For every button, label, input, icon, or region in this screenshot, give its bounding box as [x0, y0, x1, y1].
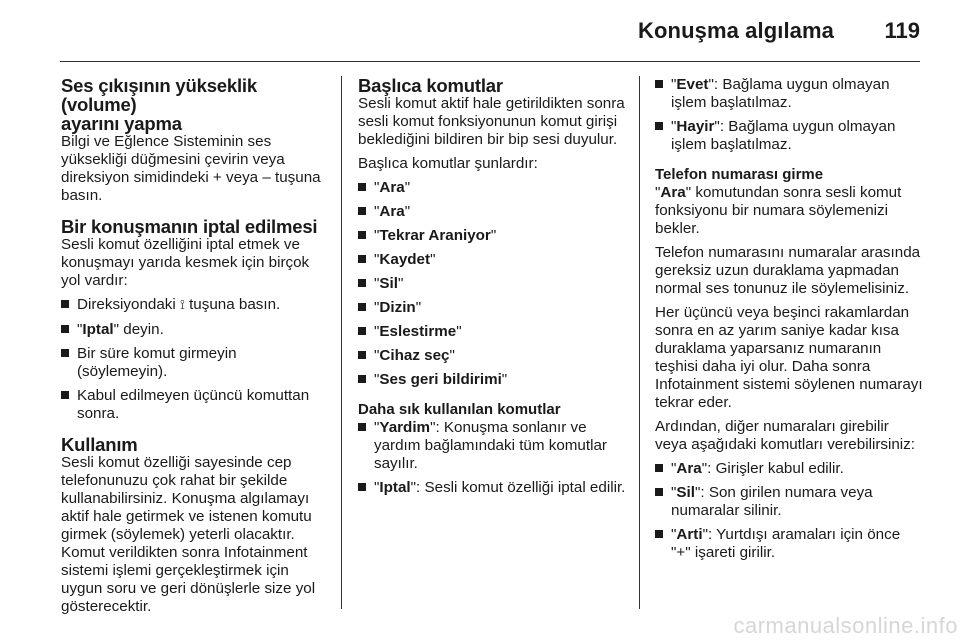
- list-item: "Ara": Girişler kabul edilir.: [655, 460, 923, 478]
- column-divider-1: [341, 76, 342, 609]
- phone-number-p3: Her üçüncü veya beşinci rakamlardan sonra en az yarım saniye kadar kısa duraklama yaparsanız numaranın teşhisi daha iyi olur. Daha sonra Infotainment sistemi söylenen numarayı tekrar eder.: [655, 304, 923, 411]
- cancel-list: [61, 296, 326, 423]
- column-3: [655, 76, 923, 568]
- list-item: Bir süre komut girmeyin (söylemeyin).: [61, 345, 326, 381]
- list-item: "Sil": Son girilen numara veya numaralar silinir.: [655, 484, 923, 520]
- page-title: Konuşma algılama: [638, 18, 834, 43]
- list-item: "Dizin": [358, 299, 628, 317]
- list-item: Direksiyondaki ⟟ tuşuna basın.: [61, 296, 326, 315]
- section-body-main-commands: Sesli komut aktif hale getirildikten sonra sesli komut fonksiyonunun komut girişi beklediğini bildiren bir bip sesi duyulur.: [358, 95, 625, 148]
- column-2: [358, 76, 628, 503]
- page-header: [0, 14, 920, 54]
- list-item: "Cihaz seç": [358, 347, 628, 365]
- section-title-frequent-commands: Daha sık kullanılan komutlar: [358, 401, 561, 418]
- column-divider-2: [639, 76, 640, 609]
- section-title-phone-number: Telefon numarası girme: [655, 166, 824, 183]
- section-body-usage: Sesli komut özelliği sayesinde cep telefonunuzu çok rahat bir şekilde kullanabilirsiniz. Konuşma algılamayı aktif hale getirmek ve istenen komutu girmek (söylemek) yeterli olacaktır. Komut verildikten sonra Infotainment sistemi işlemi gerçekleştirmek için uygun soru ve geri dönüşlerle size yol gösterecektir.: [61, 454, 316, 615]
- answer-list: [655, 76, 923, 154]
- command-list: [358, 179, 628, 389]
- mute-voice-icon: ⟟: [180, 298, 185, 313]
- list-item: "Sil": [358, 275, 628, 293]
- section-body-volume: Bilgi ve Eğlence Sisteminin ses yüksekliği düğmesini çevirin veya direksiyon simidindeki + veya – tuşuna basın.: [61, 133, 321, 204]
- watermark: carmanualsonline.info: [733, 613, 958, 638]
- column-1: [61, 76, 326, 622]
- phone-number-p2: Telefon numarasını numaralar arasında gereksiz uzun duraklama yapmadan normal ses tonunuz ile söylemelisiniz.: [655, 244, 921, 297]
- list-item: "Ses geri bildirimi": [358, 371, 628, 389]
- header-rule: [60, 61, 920, 62]
- commands-intro: Başlıca komutlar şunlardır:: [358, 155, 538, 172]
- section-title-main-commands: Başlıca komutlar: [358, 75, 503, 96]
- phone-number-body: "Ara" komutundan sonra sesli komut fonksiyonu bir numara söylemenizi bekler.: [655, 184, 902, 237]
- section-body-cancel: Sesli komut özelliğini iptal etmek ve konuşmayı yarıda kesmek için birçok yol vardır:: [61, 236, 310, 289]
- list-item: "Ara": [358, 179, 628, 197]
- list-item: "Ara": [358, 203, 628, 221]
- section-title-volume: Ses çıkışının yükseklik (volume) ayarını yapma: [61, 75, 257, 134]
- phone-number-p4: Ardından, diğer numaraları girebilir veya aşağıdaki komutları verebilirsiniz:: [655, 418, 915, 453]
- number-command-list: [655, 460, 923, 562]
- frequent-command-list: [358, 419, 628, 497]
- list-item: "Hayir": Bağlama uygun olmayan işlem başlatılmaz.: [655, 118, 923, 154]
- list-item: "Evet": Bağlama uygun olmayan işlem başlatılmaz.: [655, 76, 923, 112]
- list-item: "Yardim": Konuşma sonlanır ve yardım bağlamındaki tüm komutlar sayılır.: [358, 419, 628, 473]
- list-item: "Iptal": Sesli komut özelliği iptal edilir.: [358, 479, 628, 497]
- list-item: "Tekrar Araniyor": [358, 227, 628, 245]
- section-title-cancel: Bir konuşmanın iptal edilmesi: [61, 216, 318, 237]
- list-item: Kabul edilmeyen üçüncü komuttan sonra.: [61, 387, 326, 423]
- list-item: "Eslestirme": [358, 323, 628, 341]
- section-title-usage: Kullanım: [61, 434, 138, 455]
- list-item: "Iptal" deyin.: [61, 321, 326, 339]
- list-item: "Arti": Yurtdışı aramaları için önce "+" işareti girilir.: [655, 526, 923, 562]
- page-number: 119: [884, 18, 920, 43]
- list-item: "Kaydet": [358, 251, 628, 269]
